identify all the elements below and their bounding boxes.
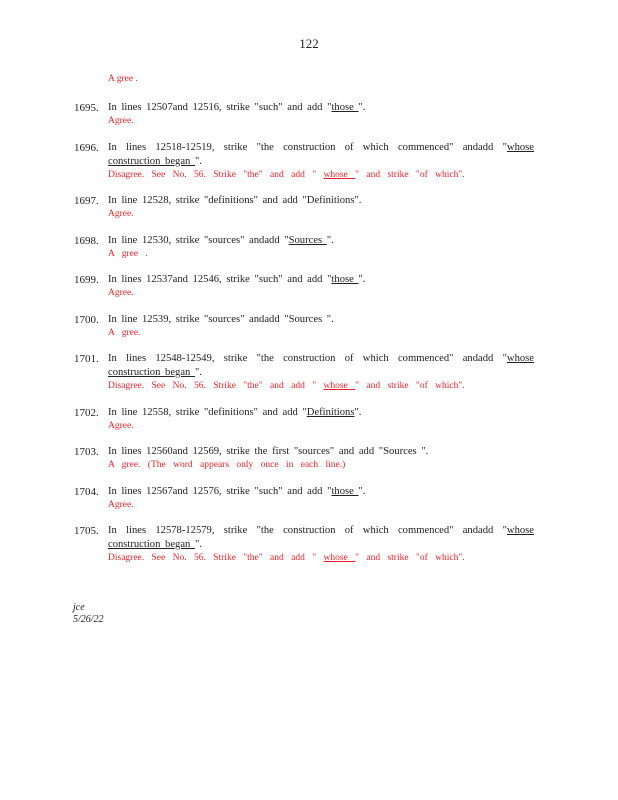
amendment-item <box>74 445 534 471</box>
amendment-text <box>108 194 534 208</box>
response-text: Disagree. See No. 56. Strike "the" and add " <box>108 381 324 391</box>
amendment-text <box>108 406 534 420</box>
amendment-response <box>108 420 534 432</box>
amendment-text <box>108 485 534 499</box>
amendment-item <box>74 234 534 260</box>
amendment-response <box>108 248 534 260</box>
response-underlined-text: whose <box>323 381 356 391</box>
amendment-number: 1704. <box>74 485 99 498</box>
response-underlined-text: whose <box>323 169 356 180</box>
response-underlined-text: whose <box>323 553 356 563</box>
amendment-text-part: In lines 12537and 12546, strike "such" and add " <box>108 274 332 285</box>
amendment-body <box>108 194 534 220</box>
amendment-body <box>108 406 534 432</box>
amendment-text <box>108 445 534 459</box>
amendment-text-part: In line 12558, strike "definitions" and add " <box>108 406 307 418</box>
response-text: Agree. <box>108 116 134 126</box>
response-text: " and strike "of which". <box>355 553 465 563</box>
amendment-body <box>108 101 534 127</box>
response-text: A gree. (The word appears only once in each line.) <box>108 460 346 470</box>
amendment-response <box>108 169 534 181</box>
amendment-number: 1699. <box>74 274 99 286</box>
amendment-item <box>74 313 534 339</box>
amendment-body <box>108 485 534 511</box>
amendment-text <box>108 273 534 287</box>
amendment-body <box>108 524 534 564</box>
amendment-text-part: In lines 12507and 12516, strike "such" and add " <box>108 102 332 113</box>
amendment-underlined-text: those <box>331 102 359 113</box>
amendment-response <box>108 327 534 339</box>
amendment-text-part: ". <box>326 234 334 246</box>
amendment-body <box>108 352 534 392</box>
amendment-number: 1700. <box>74 313 99 326</box>
footer <box>73 602 104 626</box>
response-text: Agree. <box>108 209 134 219</box>
amendment-text <box>108 141 534 169</box>
amendment-item <box>74 101 534 127</box>
response-text: A gree . <box>108 248 148 259</box>
amendment-text-part: In lines 12578-12579, strike "the construction of which commenced" andadd " <box>108 525 507 536</box>
amendment-text-part: ". <box>194 155 202 167</box>
amendment-item <box>74 524 534 564</box>
amendment-text-part: In lines 12567and 12576, strike "such" and add " <box>108 485 332 497</box>
amendment-text <box>108 352 534 380</box>
amendment-item <box>74 273 534 299</box>
amendment-response <box>108 115 534 127</box>
amendment-number: 1695. <box>74 102 99 114</box>
amendment-response <box>108 552 534 564</box>
response-text: " and strike "of which". <box>355 381 465 391</box>
amendment-underlined-text: Definitions <box>306 406 355 418</box>
response-text: " and strike "of which". <box>355 169 465 180</box>
amendment-text-part: In lines 12518-12519, strike "the construction of which commenced" andadd " <box>108 141 507 153</box>
amendment-underlined-text: those <box>331 485 359 497</box>
response-text: Disagree. See No. 56. Strike "the" and add " <box>108 169 324 180</box>
amendment-number: 1701. <box>74 353 99 365</box>
response-text: Agree. <box>108 420 134 431</box>
amendment-text-part: In lines 12548-12549, strike "the construction of which commenced" andadd " <box>108 353 507 364</box>
amendment-text-part: ". <box>194 539 202 550</box>
amendment-response <box>108 380 534 392</box>
amendment-response <box>108 459 534 471</box>
amendment-underlined-text: whose construction began <box>108 525 534 550</box>
footer-date: 5/26/22 <box>73 614 104 625</box>
amendment-body <box>108 234 534 260</box>
amendment-item <box>74 352 534 392</box>
amendment-response <box>108 208 534 220</box>
amendment-text-part: ". <box>358 274 366 285</box>
amendment-underlined-text: those <box>331 274 359 285</box>
page-number: 122 <box>299 36 319 51</box>
amendment-text-part: In line 12530, strike "sources" andadd " <box>108 234 289 246</box>
amendment-text <box>108 101 534 115</box>
amendment-body <box>108 445 534 471</box>
amendment-text-part: In line 12539, strike "sources" andadd "Sources ". <box>108 313 334 325</box>
amendment-item <box>74 485 534 511</box>
amendment-underlined-text: whose construction began <box>108 141 534 167</box>
amendment-number: 1697. <box>74 195 99 207</box>
amendment-underlined-text: whose construction began <box>108 353 534 378</box>
amendment-text <box>108 524 534 552</box>
amendment-number: 1705. <box>74 525 99 537</box>
amendment-number: 1696. <box>74 141 99 154</box>
amendment-body <box>108 273 534 299</box>
amendment-text-part: In lines 12560and 12569, strike the first "sources" and add "Sources ". <box>108 446 429 457</box>
lead-response: A gree . <box>108 74 138 84</box>
amendment-item <box>74 141 534 181</box>
amendment-item <box>74 194 534 220</box>
amendment-text <box>108 313 534 327</box>
amendment-response <box>108 499 534 511</box>
amendment-underlined-text: Sources <box>288 234 327 246</box>
amendment-text-part: ". <box>358 485 366 497</box>
amendment-number: 1703. <box>74 446 99 458</box>
amendment-text-part: ". <box>358 102 366 113</box>
response-text: A gree. <box>108 327 141 338</box>
amendment-body <box>108 313 534 339</box>
response-text: Disagree. See No. 56. Strike "the" and add " <box>108 553 324 563</box>
amendment-number: 1698. <box>74 234 99 247</box>
amendment-text-part: ". <box>194 367 202 378</box>
amendment-number: 1702. <box>74 406 99 419</box>
response-text: Agree. <box>108 499 134 510</box>
amendment-text <box>108 234 534 248</box>
response-text: Agree. <box>108 288 134 298</box>
footer-initials: jce <box>73 602 85 613</box>
amendment-text-part: ". <box>354 406 362 418</box>
amendment-text-part: In line 12528, strike "definitions" and add "Definitions". <box>108 195 362 206</box>
amendment-list <box>74 101 534 578</box>
amendment-response <box>108 287 534 299</box>
amendment-body <box>108 141 534 181</box>
amendment-item <box>74 406 534 432</box>
